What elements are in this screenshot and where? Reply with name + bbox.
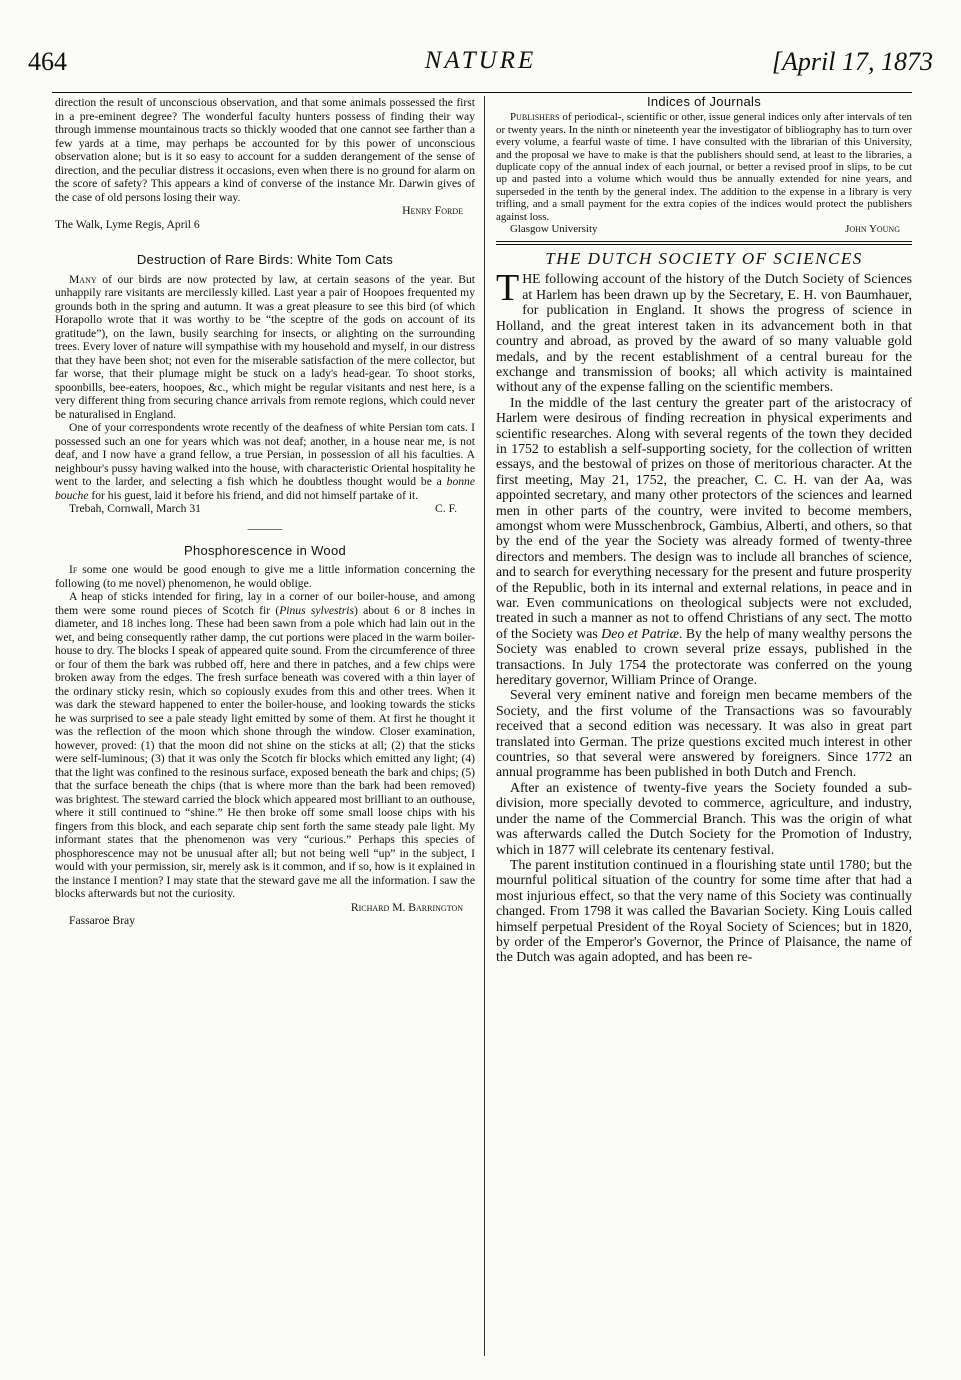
paragraph-text: of periodical-, scientific or other, issue general indices only after intervals of ten or twenty years. In the ninth or nineteenth year the investigator of bibliography has to turn over every volume, a fearful waste of time. I have consulted with the librarian of this University, and the proposal we have to make is that the publishers should send, at least to the libraries, a duplicate copy of the annual index of each journal, or better a revised proof in slips, to be cut up and pasted into a volume which would thus be annually extended for nine years, and superseded in the tenth by the general index. The addition to the expense in a library is very trifling, and a small payment for the extra copies of the indices would protect the publishers against loss.	[496, 111, 912, 223]
dateline: The Walk, Lyme Regis, April 6	[55, 217, 200, 231]
section-rule	[496, 241, 912, 245]
author-signature: Henry Forde	[402, 204, 463, 217]
article-dutch-society	[496, 267, 912, 965]
page-number: 464	[28, 47, 67, 76]
article-title-birds: Destruction of Rare Birds: White Tom Cats	[136, 252, 394, 267]
paragraph-text: One of your correspondents wrote recently of the deafness of white Persian tom cats. I possessed such an one for years which was not deaf; another, in a house near me, is not deaf, and I now have a grand fellow, a true Persian, in possession of all his faculties. A neighbour's pussy having walked into the house, with characteristic Oriental hospitality he went to the larder, and selecting a fish which he doubtless thought would be a	[55, 421, 475, 488]
dateline: Trebah, Cornwall, March 31	[69, 502, 201, 515]
paragraph-text: A heap of sticks intended for firing, lay in a corner of our boiler-house, and among them were some round pieces of Scotch fir (	[55, 590, 475, 617]
paragraph: After an existence of twenty-five years the Society founded a sub-division, more specially devoted to commerce, agriculture, and industry, under the name of the Commercial Branch. This was the origin of what was afterwards called the Dutch Society for the Promotion of Industry, which in 1877 will celebrate its centenary festival.	[496, 779, 912, 857]
dateline: Glasgow University	[510, 223, 598, 236]
letter-indices	[496, 96, 912, 235]
issue-date: [April 17, 1873	[771, 47, 933, 76]
signature-line	[55, 502, 475, 516]
section-separator: ———	[247, 521, 283, 535]
letter-unconscious-observation	[55, 96, 475, 231]
signature-line	[496, 223, 912, 235]
page-header	[28, 45, 933, 85]
paragraph-text: ) about 6 or 8 inches in diameter, and 18 inches long. These had been sawn from a pole which had lain out in the wet, and being consequently rather damp, the cut portions were placed in the warm boiler-house to dry. The blocks I speak of appeared quite sound. From the circumference of three or four of them the bark was rubbed off, here and there in patches, and a few chips were broken away from the edges. The fresh surface beneath was covered with a thin layer of the ordinary sticky resin, which so copiously exudes from this and other trees. When it was dark the steward happened to enter the boiler-house, and looking towards the sticks he was surprised to see a pale steady light emitted by some of them. At first he thought it was the reflection of the moon which shone through the window. Closer examination, however, proved: (1) that the moon did not shine on the sticks at all; (2) that the sticks were self-luminous; (3) that it was only the Scotch fir blocks which emitted any light; (4) that the light was confined to the resinous surface, exposed beneath the bark and chips; (5) that the surface beneath the chips (that is where more than the bark had been removed) was brightest. The steward carried the block which appeared most brilliant to an outhouse, where it still continued to “shine.” He then broke off some small loose chips with his fingers from this block, and each separate chip sent forth the same steady pale light. My informant states that the phenomenon was very “curious.” Perhaps this species of phosphorescence may not be unusual after all; but not being well “up” in the subject, I would with your permission, sir, merely ask is it common, and if so, how is it explained in the instance I mention? I may state that the steward gave me all the information. I saw the blocks afterwards but not the curiosity.	[55, 603, 475, 900]
author-signature: C. F.	[435, 502, 457, 515]
left-column	[55, 96, 475, 928]
paragraph	[496, 267, 912, 395]
paragraph: The parent institution continued in a flourishing state until 1780; but the mournful political situation of the country for some time after that had a most injurious effect, so that the very name of this Society was continually changed. From 1798 it was called the Bavarian Society. King Louis called himself perpetual President of the Royal Society of Sciences; but in 1820, by order of the Emperor's Governor, the Prince of Plaisance, the name of the Dutch was again adopted, and has been re-	[496, 856, 912, 965]
paragraph	[496, 111, 912, 223]
paragraph	[55, 563, 475, 590]
author-signature: Richard M. Barrington	[350, 900, 463, 914]
dateline: Fassaroe Bray	[69, 914, 136, 927]
paragraph	[55, 590, 475, 901]
signature-line	[55, 204, 475, 218]
author-signature: John Young	[845, 223, 900, 236]
right-column	[496, 96, 912, 965]
article-title-dutch-society: THE DUTCH SOCIETY OF SCIENCES	[545, 249, 863, 269]
signature-line	[55, 901, 475, 915]
paragraph-text: for his guest, laid it before his friend, and did not himself partake of it.	[88, 488, 419, 502]
paragraph-text: In the middle of the last century the greater part of the aristocracy of Harlem were desirous of finding recreation in physical experiments and scientific researches. Along with several regents of the town they decided in 1752 to establish a self-supporting society, for the collection of written essays, and the bestowal of prizes on those of meritorious character. At the first meeting, May 21, 1752, the preacher, C. C. H. van der Aa, was appointed secretary, and many other protectors of the sciences and learned men in other parts of the country, were invited to become members, amongst whom were Musschenbrock, Gambius, Alberti, and others, so that by the end of the year the Society was already formed of twenty-three directors and members. The design was to include all branches of science, and to search for everything necessary for the present and future prosperity of the Republic, both in its internal and external relations, in peace and in war. Even communications on theological subjects were not excluded, treated in such a manner as not to offend Christians of any sect. The motto of the Society was	[496, 394, 912, 641]
paragraph	[496, 395, 912, 688]
header-rule	[52, 92, 912, 93]
paragraph-text: HE following account of the history of the Dutch Society of Sciences at Harlem has been drawn up by the Secretary, E. H. von Baumhauer, for publication in England. It shows the progress of science in Holland, and the great interest taken in its advancement both in that country and abroad, as proved by the award of so many valuable gold medals, and by the recent establishment of a central bureau for the exchange and transmission of books; all which activity is maintained without any of the expense falling on the scientific members.	[496, 271, 912, 395]
lead-word: If	[69, 563, 78, 576]
paragraph-text: . By the help of many wealthy persons the Society was enabled to crown several prize essays, published in the transactions. In July 1754 the protectorate was conferred on the young hereditary governor, William Prince of Orange.	[496, 625, 912, 688]
paragraph-text: some one would be good enough to give me a little information concerning the following (to me novel) phenomenon, he would oblige.	[55, 563, 475, 590]
paragraph: Several very eminent native and foreign men became members of the Society, and the first volume of the Transactions was so favourably received that a second edition was necessary. It was also in great part translated into German. The prize questions excited much interest in other countries, so that several were answered by foreigners. Since 1772 an annual programme has been published in both Dutch and French.	[496, 687, 912, 780]
italic-phrase: Deo et Patriæ	[601, 625, 679, 641]
journal-title: NATURE	[424, 47, 537, 74]
paragraph-text: of our birds are now protected by law, at certain seasons of the year. But unhappily rare visitants are mercilessly killed. Last year a pair of Hoopoes frequented my grounds both in the spring and autumn. It was a great pleasure to see this bird (of which Horapollo wrote that it was worthy to be “the sceptre of the gods on account of its gratitude”), on the lawn, busily searching for insects, or alighting on the surrounding trees. Every lover of nature will sympathise with my household and myself, in our distress that they have been shot; not even for the miserable satisfaction of the mere collector, but far worse, that their plumage might be stuck on a lady's head-gear. To shoot storks, spoonbills, bee-eaters, hoopoes, &c., which might be regular visitants and nest here, is a very different thing from securing chance arrivals from remote regions, which could never be naturalised in England.	[55, 272, 475, 421]
lead-word: Many	[69, 272, 97, 286]
italic-phrase: bonne bouche	[55, 475, 475, 502]
italic-phrase: Pinus sylvestris	[279, 603, 354, 617]
drop-cap: T	[496, 267, 520, 310]
paragraph	[55, 421, 475, 502]
paragraph: direction the result of unconscious observation, and that some animals possessed the first in a pre-eminent degree? The wonderful faculty hunters possess of finding their way through immense mountainous tracts so thickly wooded that one cannot see farther than a few yards at a time, may perhaps be accounted for by this power of unconscious observation alone; but is it so easy to account for a sudden derangement of the sense of direction, and the peculiar distress it occasions, even when there is no ground for alarm on the score of safety? This appears a kind of converse of the instance Mr. Darwin gives of the case of old persons losing their way.	[55, 96, 475, 204]
column-divider	[484, 96, 485, 1356]
article-title-indices: Indices of Journals	[646, 94, 762, 109]
lead-word: Publishers	[510, 111, 560, 124]
paragraph	[55, 273, 475, 422]
article-title-wood: Phosphorescence in Wood	[183, 542, 347, 558]
